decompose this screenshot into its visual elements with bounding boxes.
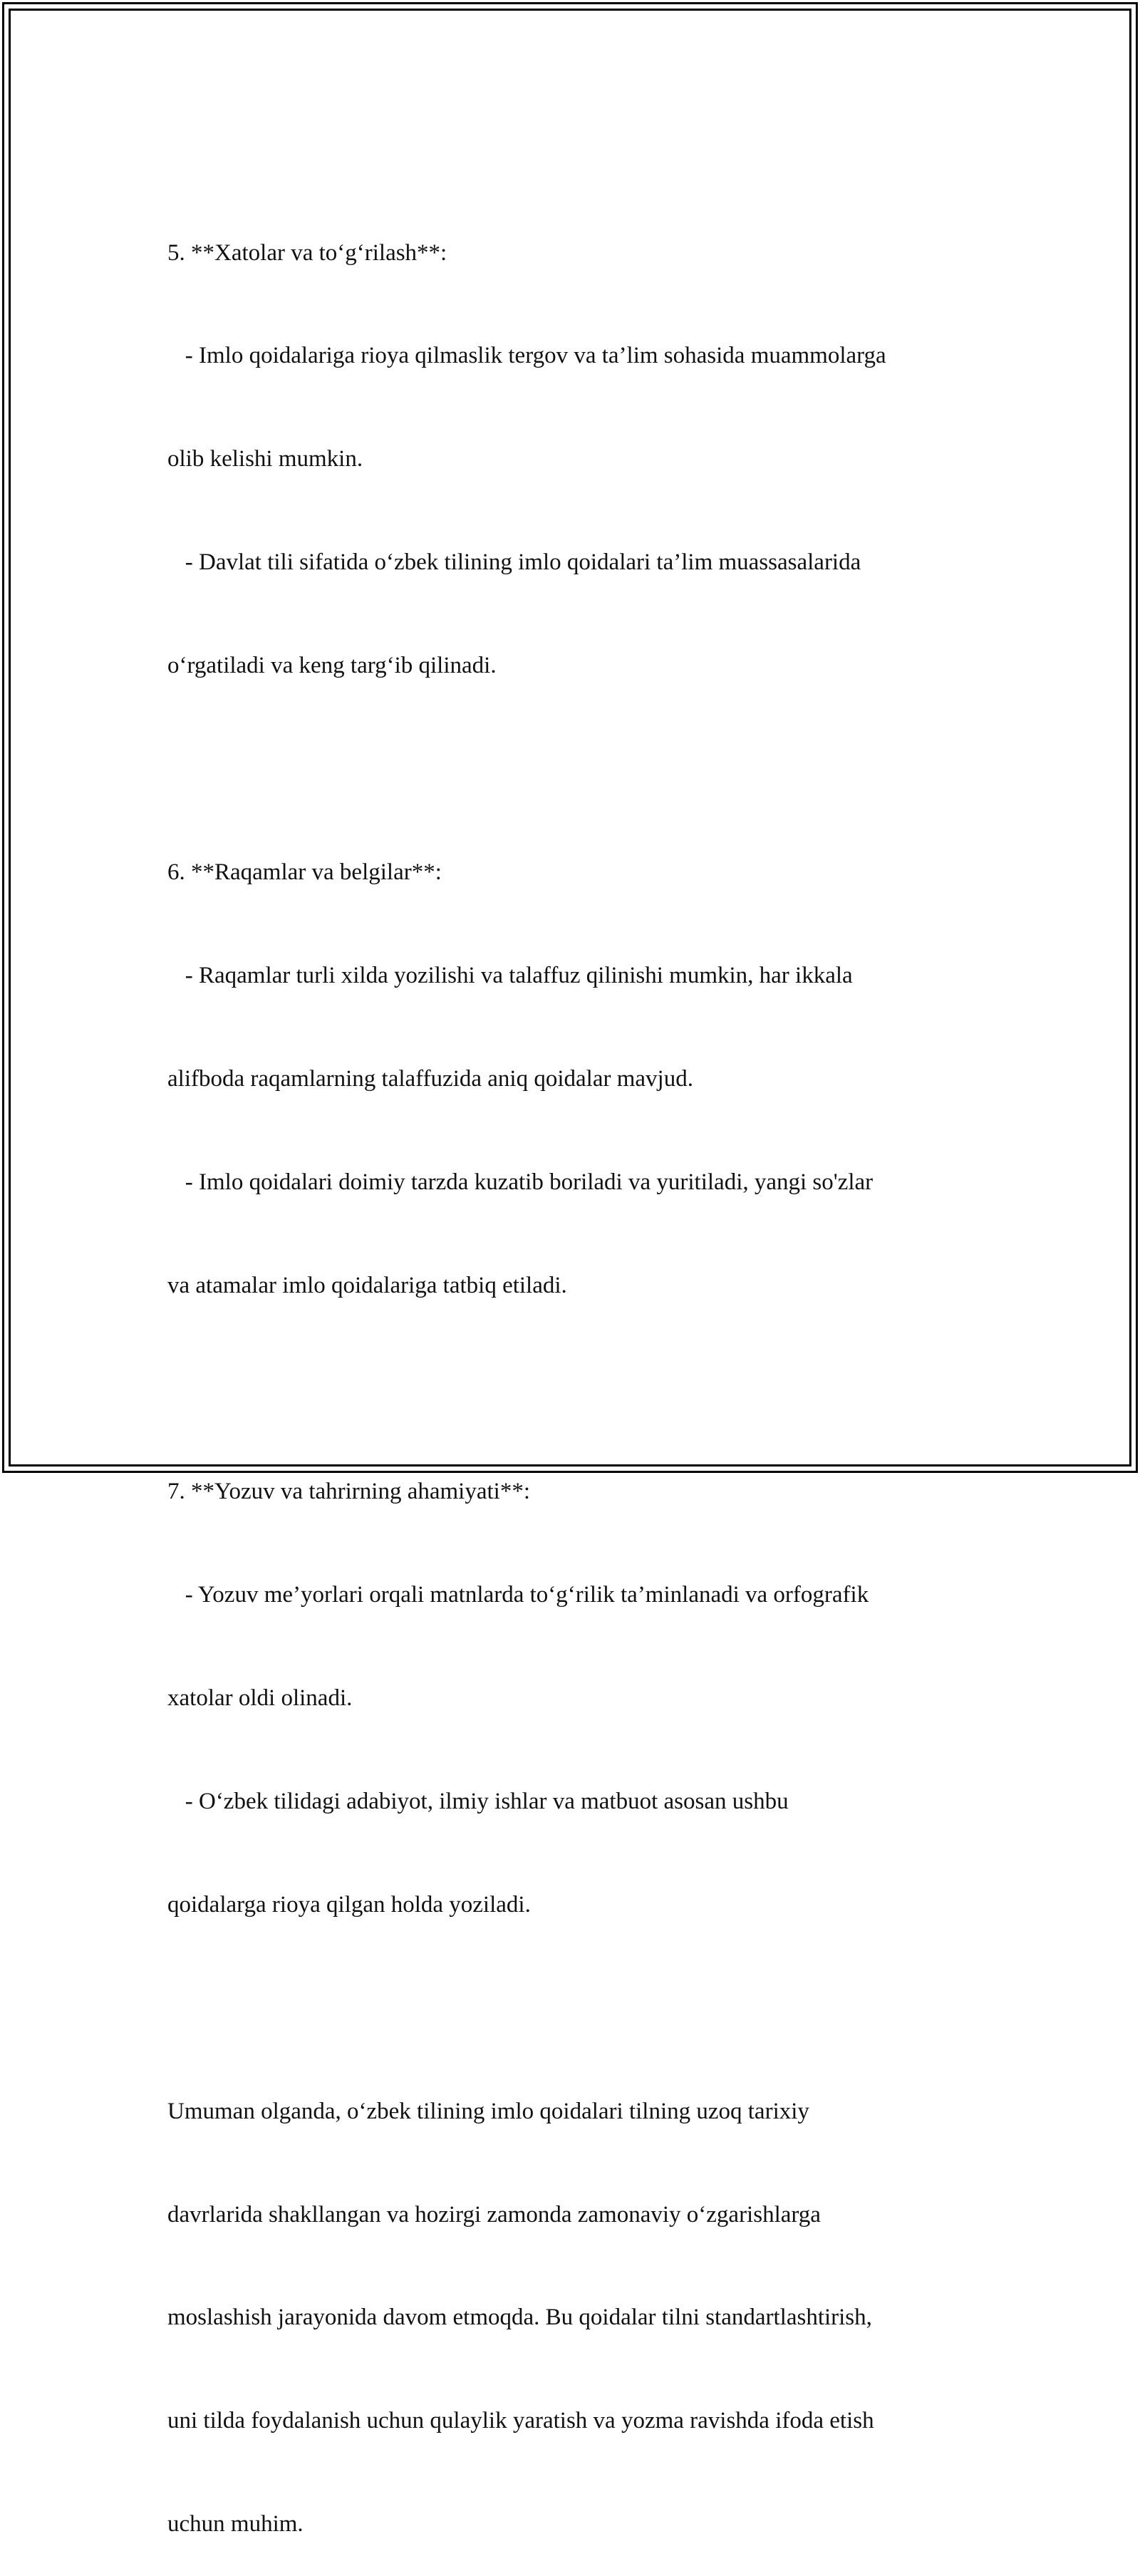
document-body	[167, 167, 987, 2576]
blank-line	[167, 1371, 987, 1405]
section-5-item-2-line-2: o‘rgatiladi va keng targ‘ib qilinadi.	[167, 653, 497, 679]
section-7-item-2-line-2: qoidalarga rioya qilgan holda yoziladi.	[167, 1891, 531, 1918]
section-7-item-2-line-1: - O‘zbek tilidagi adabiyot, ilmiy ishlar va matbuot asosan ushbu	[167, 1788, 789, 1814]
section-6-item-1-line-2: alifboda raqamlarning talaffuzida aniq qoidalar mavjud.	[167, 1065, 693, 1092]
conclusion-line-4: uni tilda foydalanish uchun qulaylik yaratish va yozma ravishda ifoda etish	[167, 2408, 874, 2434]
conclusion-line-1: Umuman olganda, o‘zbek tilining imlo qoidalari tilning uzoq tarixiy	[167, 2098, 809, 2124]
blank-line	[167, 752, 987, 786]
section-5-heading: 5. **Xatolar va to‘g‘rilash**:	[167, 239, 447, 266]
section-6-item-1-line-1: - Raqamlar turli xilda yozilishi va talaffuz qilinishi mumkin, har ikkala	[167, 962, 853, 988]
section-5-item-2-line-1: - Davlat tili sifatida o‘zbek tilining imlo qoidalari ta’lim muassasalarida	[167, 549, 861, 576]
section-6-item-2-line-1: - Imlo qoidalari doimiy tarzda kuzatib boriladi va yuritiladi, yangi so'zlar	[167, 1169, 874, 1195]
section-5-item-1-line-1: - Imlo qoidalariga rioya qilmaslik tergov va ta’lim sohasida muammolarga	[167, 343, 886, 369]
section-7-item-1-line-2: xatolar oldi olinadi.	[167, 1685, 353, 1712]
conclusion-line-3: moslashish jarayonida davom etmoqda. Bu qoidalar tilni standartlashtirish,	[167, 2305, 872, 2331]
section-6-heading: 6. **Raqamlar va belgilar**:	[167, 859, 442, 885]
section-7-heading: 7. **Yozuv va tahrirning ahamiyati**:	[167, 1479, 530, 1505]
conclusion-line-2: davrlarida shakllangan va hozirgi zamonda zamonaviy o‘zgarishlarga	[167, 2201, 821, 2228]
section-6-item-2-line-2: va atamalar imlo qoidalariga tatbiq etiladi.	[167, 1272, 567, 1298]
section-7-item-1-line-1: - Yozuv me’yorlari orqali matnlarda to‘g‘rilik ta’minlanadi va orfografik	[167, 1582, 869, 1608]
blank-line	[167, 1991, 987, 2025]
conclusion-line-5: uchun muhim.	[167, 2511, 304, 2538]
section-5-item-1-line-2: olib kelishi mumkin.	[167, 446, 363, 472]
